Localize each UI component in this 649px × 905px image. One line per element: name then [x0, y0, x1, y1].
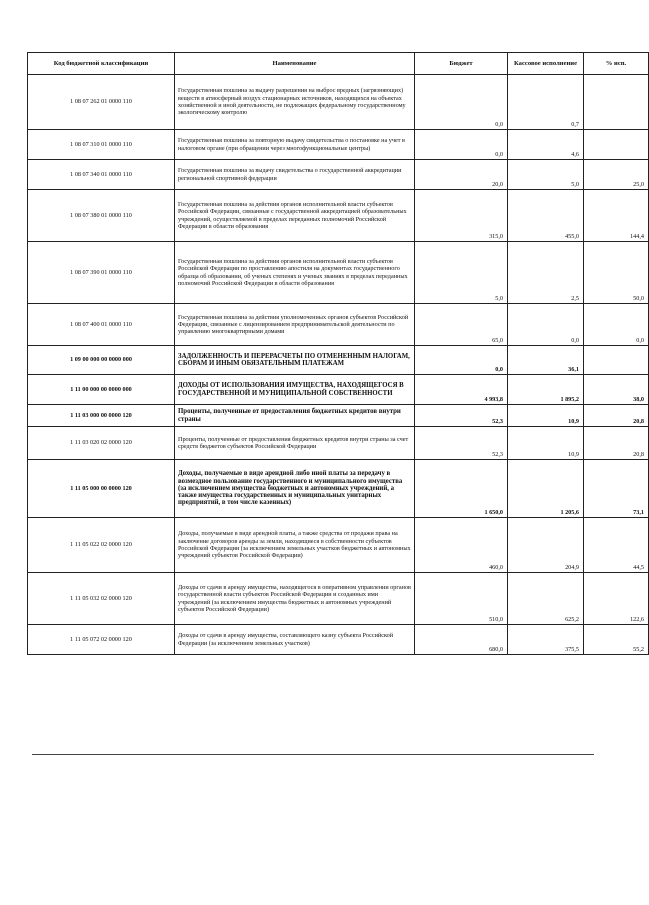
row-budget: 460,0 — [415, 518, 508, 573]
row-code: 1 11 03 020 02 0000 120 — [28, 427, 175, 460]
row-code: 1 08 07 400 01 0000 110 — [28, 304, 175, 346]
row-name: Доходы от сдачи в аренду имущества, находящегося в оперативном управлении органов государственной власти субъектов Российской Федерации и созданных ими учреждений (за исключением имущества бюджетных и автономных учреждений субъектов Российской Федерации) — [175, 573, 415, 625]
table-header-row — [28, 53, 649, 75]
row-name: Проценты, полученные от предоставления бюджетных кредитов внутри страны — [175, 405, 415, 427]
row-cash: 1 895,2 — [508, 375, 584, 405]
row-pct: 50,0 — [584, 242, 649, 304]
row-name: Государственная пошлина за действия органов исполнительной власти субъектов Российской Федерации по проставлению апостиля на документах государственного образца об образовании, об ученых степенях и ученых званиях в пределах переданных полномочий Российской Федерации в области образования — [175, 242, 415, 304]
row-pct: 44,5 — [584, 518, 649, 573]
row-budget: 315,0 — [415, 190, 508, 242]
row-cash: 36,1 — [508, 346, 584, 375]
row-code: 1 08 07 262 01 0000 110 — [28, 75, 175, 130]
row-code: 1 11 05 032 02 0000 120 — [28, 573, 175, 625]
table-row — [28, 190, 649, 242]
row-pct — [584, 346, 649, 375]
row-code: 1 11 05 022 02 0000 120 — [28, 518, 175, 573]
row-code: 1 11 05 072 02 0000 120 — [28, 625, 175, 655]
row-budget: 52,3 — [415, 405, 508, 427]
table-row — [28, 573, 649, 625]
row-cash: 2,5 — [508, 242, 584, 304]
page-divider — [32, 754, 594, 755]
row-budget: 680,0 — [415, 625, 508, 655]
row-cash: 625,2 — [508, 573, 584, 625]
table-row — [28, 346, 649, 375]
row-name: Государственная пошлина за действия органов исполнительной власти субъектов Российской Федерации, связанные с государственной аккредитацией образовательных учреждений, осуществляемой в пределах переданных полномочий Российской Федерации в области образования — [175, 190, 415, 242]
row-budget: 20,0 — [415, 160, 508, 190]
row-name: Государственная пошлина за действия уполномоченных органов субъектов Российской Федерации, связанные с лицензированием предпринимательской деятельности по управлению многоквартирными домами — [175, 304, 415, 346]
row-pct: 20,8 — [584, 427, 649, 460]
row-pct: 0,0 — [584, 304, 649, 346]
row-name: Проценты, полученные от предоставления бюджетных кредитов внутри страны за счет средств бюджетов субъектов Российской Федерации — [175, 427, 415, 460]
table-row — [28, 427, 649, 460]
row-pct: 144,4 — [584, 190, 649, 242]
row-name: ЗАДОЛЖЕННОСТЬ И ПЕРЕРАСЧЕТЫ ПО ОТМЕНЕННЫМ НАЛОГАМ, СБОРАМ И ИНЫМ ОБЯЗАТЕЛЬНЫМ ПЛАТЕЖАМ — [175, 346, 415, 375]
table-row — [28, 405, 649, 427]
row-cash: 10,9 — [508, 405, 584, 427]
row-pct: 122,6 — [584, 573, 649, 625]
row-pct — [584, 75, 649, 130]
table-row — [28, 160, 649, 190]
row-pct: 25,0 — [584, 160, 649, 190]
row-budget: 0,0 — [415, 130, 508, 160]
row-code: 1 08 07 380 01 0000 110 — [28, 190, 175, 242]
table-row — [28, 518, 649, 573]
header-pct: % исп. — [584, 53, 649, 75]
table-row — [28, 130, 649, 160]
row-cash: 0,7 — [508, 75, 584, 130]
row-pct: 20,8 — [584, 405, 649, 427]
row-name: Доходы, получаемые в виде арендной либо иной платы за передачу в возмездное пользование государственного и муниципального имущества (за исключением имущества бюджетных и автономных учреждений, а также имущества государственных и муниципальных унитарных предприятий, в том числе казенных) — [175, 460, 415, 518]
row-cash: 455,0 — [508, 190, 584, 242]
table-row — [28, 304, 649, 346]
table-row — [28, 625, 649, 655]
row-name: Государственная пошлина за выдачу разрешения на выброс вредных (загрязняющих) веществ в атмосферный воздух стационарных источников, находящихся на объектах хозяйственной и иной деятельности, не подлежащих федеральному государственному экологическому контролю — [175, 75, 415, 130]
row-code: 1 11 00 000 00 0000 000 — [28, 375, 175, 405]
row-code: 1 11 03 000 00 0000 120 — [28, 405, 175, 427]
row-budget: 1 650,0 — [415, 460, 508, 518]
row-budget: 52,3 — [415, 427, 508, 460]
row-cash: 10,9 — [508, 427, 584, 460]
row-name: Государственная пошлина за выдачу свидетельства о государственной аккредитации региональной спортивной федерации — [175, 160, 415, 190]
header-cash: Кассовое исполнение — [508, 53, 584, 75]
table-row — [28, 460, 649, 518]
row-pct: 73,1 — [584, 460, 649, 518]
budget-table — [27, 52, 649, 655]
row-name: Доходы от сдачи в аренду имущества, составляющего казну субъекта Российской Федерации (за исключением земельных участков) — [175, 625, 415, 655]
row-budget: 510,0 — [415, 573, 508, 625]
row-budget: 0,0 — [415, 346, 508, 375]
row-cash: 5,0 — [508, 160, 584, 190]
header-name: Наименование — [175, 53, 415, 75]
row-budget: 65,0 — [415, 304, 508, 346]
row-name: Государственная пошлина за повторную выдачу свидетельства о постановке на учет в налоговом органе (при обращении через многофункциональные центры) — [175, 130, 415, 160]
row-cash: 204,9 — [508, 518, 584, 573]
header-budget: Бюджет — [415, 53, 508, 75]
row-pct: 38,0 — [584, 375, 649, 405]
row-cash: 1 205,6 — [508, 460, 584, 518]
table-row — [28, 75, 649, 130]
row-code: 1 11 05 000 00 0000 120 — [28, 460, 175, 518]
row-name: Доходы, получаемые в виде арендной платы, а также средства от продажи права на заключение договоров аренды за земли, находящиеся в собственности субъектов Российской Федерации (за исключением земельных участков бюджетных и автономных учреждений субъектов Российской Федерации) — [175, 518, 415, 573]
table-body — [28, 75, 649, 655]
header-code: Код бюджетной классификации — [28, 53, 175, 75]
table-row — [28, 242, 649, 304]
row-budget: 4 993,8 — [415, 375, 508, 405]
row-cash: 4,6 — [508, 130, 584, 160]
row-budget: 5,0 — [415, 242, 508, 304]
table-row — [28, 375, 649, 405]
row-pct — [584, 130, 649, 160]
row-budget: 0,0 — [415, 75, 508, 130]
row-code: 1 08 07 390 01 0000 110 — [28, 242, 175, 304]
row-pct: 55,2 — [584, 625, 649, 655]
row-name: ДОХОДЫ ОТ ИСПОЛЬЗОВАНИЯ ИМУЩЕСТВА, НАХОДЯЩЕГОСЯ В ГОСУДАРСТВЕННОЙ И МУНИЦИПАЛЬНОЙ СОБСТВЕННОСТИ — [175, 375, 415, 405]
row-code: 1 09 00 000 00 0000 000 — [28, 346, 175, 375]
row-cash: 0,0 — [508, 304, 584, 346]
row-code: 1 08 07 340 01 0000 110 — [28, 160, 175, 190]
row-cash: 375,5 — [508, 625, 584, 655]
row-code: 1 08 07 310 01 0000 110 — [28, 130, 175, 160]
